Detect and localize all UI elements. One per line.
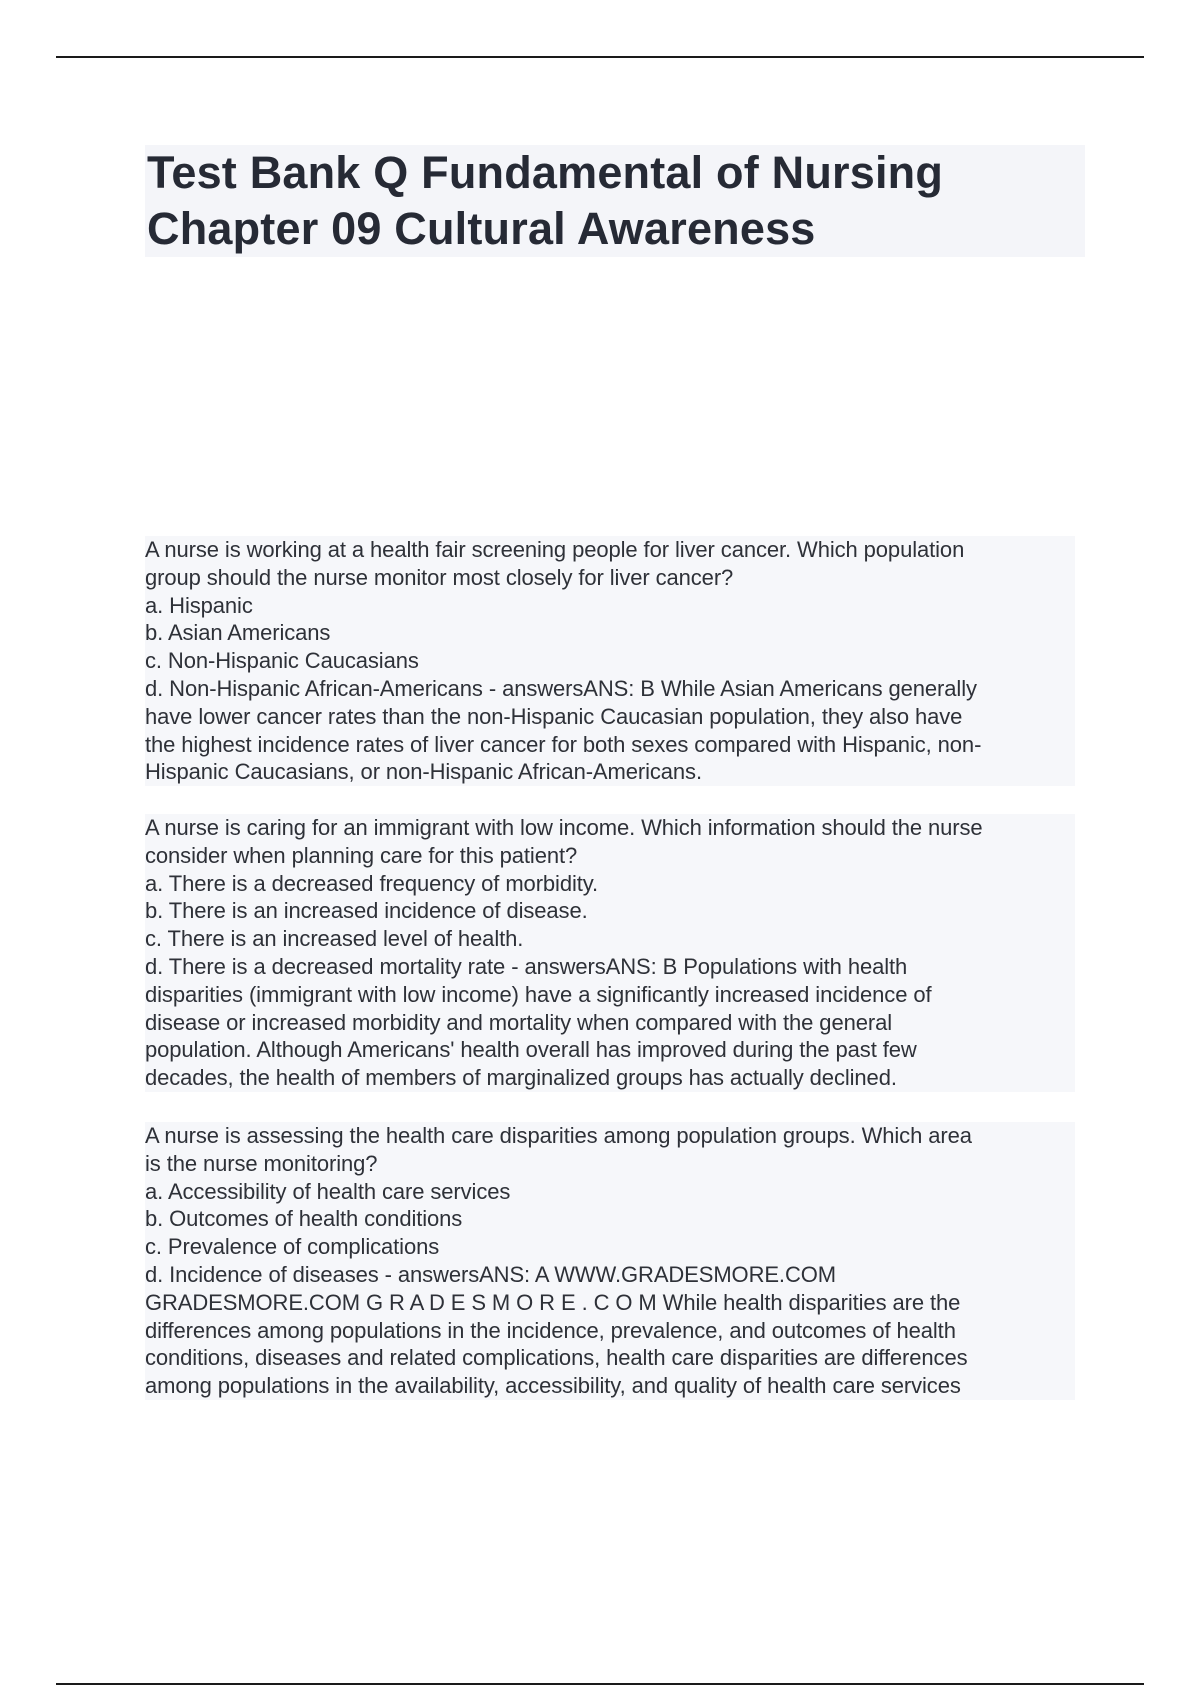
question-text: is the nurse monitoring? — [145, 1150, 1075, 1178]
answer-rationale: disparities (immigrant with low income) have a significantly increased incidence of — [145, 981, 1075, 1009]
option-c: c. Prevalence of complications — [145, 1233, 1075, 1261]
option-c: c. There is an increased level of health. — [145, 925, 1075, 953]
answer-rationale: disease or increased morbidity and mortality when compared with the general — [145, 1009, 1075, 1037]
option-b: b. Asian Americans — [145, 619, 1075, 647]
option-b: b. There is an increased incidence of disease. — [145, 897, 1075, 925]
answer-rationale: GRADESMORE.COM G R A D E S M O R E . C O M While health disparities are the — [145, 1289, 1075, 1317]
question-block-1 — [145, 536, 1085, 786]
answer-rationale: decades, the health of members of marginalized groups has actually declined. — [145, 1064, 1075, 1092]
answer-rationale: population. Although Americans' health overall has improved during the past few — [145, 1036, 1075, 1064]
option-a: a. There is a decreased frequency of morbidity. — [145, 870, 1075, 898]
question-block-3 — [145, 1122, 1085, 1400]
answer-rationale: the highest incidence rates of liver cancer for both sexes compared with Hispanic, non- — [145, 731, 1075, 759]
title-line: Chapter 09 Cultural Awareness — [147, 203, 816, 254]
answer-rationale: differences among populations in the incidence, prevalence, and outcomes of health — [145, 1317, 1075, 1345]
option-a: a. Accessibility of health care services — [145, 1178, 1075, 1206]
question-text: A nurse is working at a health fair screening people for liver cancer. Which population — [145, 536, 1075, 564]
option-d-answer: d. Non-Hispanic African-Americans - answersANS: B While Asian Americans generally — [145, 675, 1075, 703]
option-c: c. Non-Hispanic Caucasians — [145, 647, 1075, 675]
top-rule — [56, 56, 1144, 58]
document-title — [145, 145, 1085, 257]
option-d-answer: d. Incidence of diseases - answersANS: A WWW.GRADESMORE.COM — [145, 1261, 1075, 1289]
title-line: Test Bank Q Fundamental of Nursing — [147, 147, 944, 198]
answer-rationale: conditions, diseases and related complications, health care disparities are differences — [145, 1344, 1075, 1372]
answer-rationale: among populations in the availability, accessibility, and quality of health care services — [145, 1372, 1075, 1400]
question-text: consider when planning care for this patient? — [145, 842, 1075, 870]
answer-rationale: have lower cancer rates than the non-Hispanic Caucasian population, they also have — [145, 703, 1075, 731]
question-block-2 — [145, 814, 1085, 1092]
option-d-answer: d. There is a decreased mortality rate - answersANS: B Populations with health — [145, 953, 1075, 981]
answer-rationale: Hispanic Caucasians, or non-Hispanic African-Americans. — [145, 758, 1075, 786]
option-a: a. Hispanic — [145, 592, 1075, 620]
option-b: b. Outcomes of health conditions — [145, 1205, 1075, 1233]
bottom-rule — [56, 1683, 1144, 1685]
question-text: A nurse is assessing the health care disparities among population groups. Which area — [145, 1122, 1075, 1150]
question-text: group should the nurse monitor most closely for liver cancer? — [145, 564, 1075, 592]
question-text: A nurse is caring for an immigrant with low income. Which information should the nurse — [145, 814, 1075, 842]
